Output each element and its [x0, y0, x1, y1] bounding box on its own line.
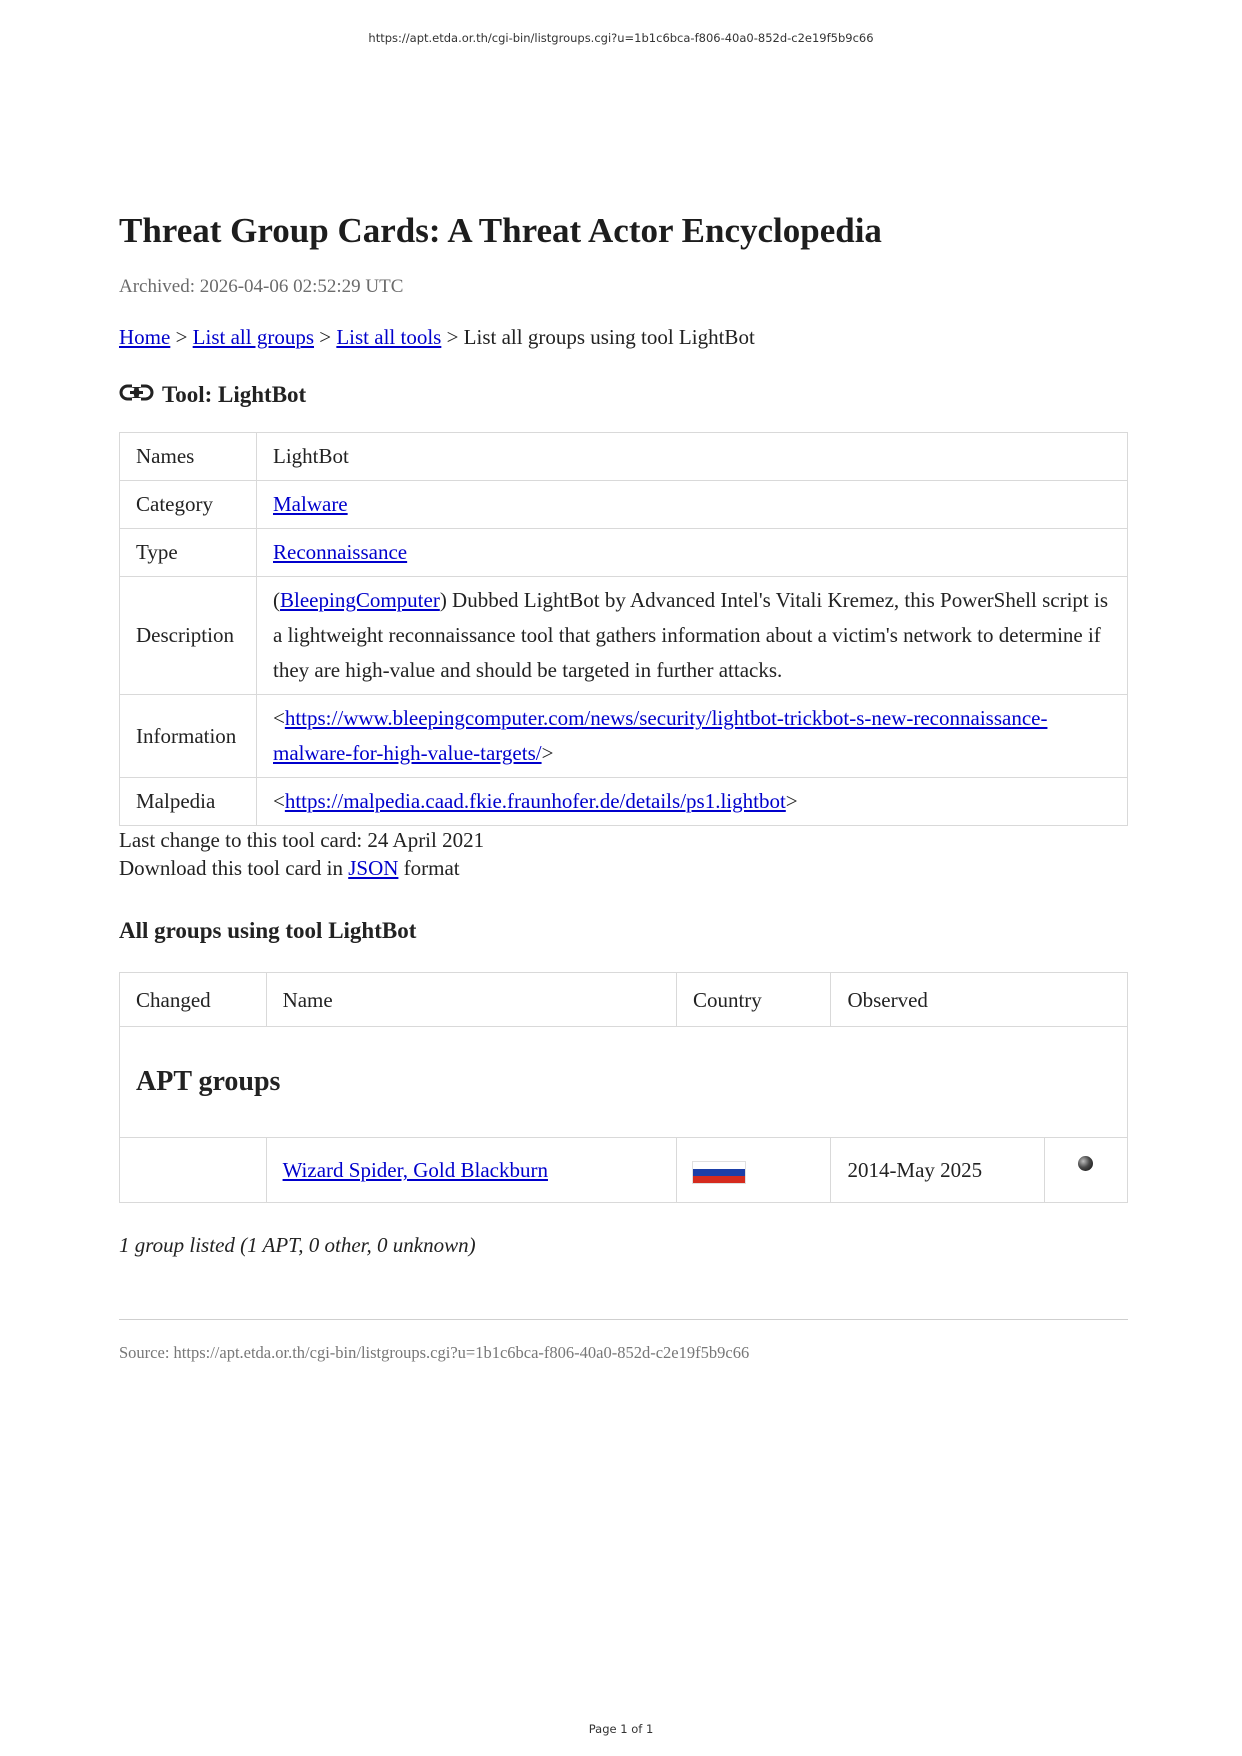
table-row: [120, 695, 1128, 778]
download-before: Download this tool card in: [119, 856, 349, 880]
section-heading-apt: APT groups: [120, 1027, 1128, 1138]
description-source-link[interactable]: BleepingComputer: [280, 588, 440, 612]
table-row: [120, 433, 1128, 481]
header-changed: Changed: [120, 973, 267, 1027]
angle-bracket: <: [273, 789, 285, 813]
page-title: Threat Group Cards: A Threat Actor Encyclopedia: [119, 211, 882, 250]
table-row: [120, 577, 1128, 695]
breadcrumb-separator: >: [314, 325, 337, 349]
groups-heading: All groups using tool LightBot: [119, 918, 417, 943]
description-paren: (: [273, 588, 280, 612]
download-text: [119, 854, 1127, 882]
description-text: ) Dubbed LightBot by Advanced Intel's Vitali Kremez, this PowerShell script is a lightweight reconnaissance tool that gathers information about a victim's network to determine if they are high-value and should be targeted in further attacks.: [273, 588, 1109, 682]
last-change-text: Last change to this tool card: 24 April 2021: [119, 828, 485, 852]
groups-table: [119, 972, 1128, 1203]
information-label: Information: [120, 695, 257, 778]
information-link[interactable]: https://www.bleepingcomputer.com/news/security/lightbot-trickbot-s-new-reconnaissance-malware-for-high-value-targets/: [273, 706, 1048, 765]
breadcrumb: [119, 323, 1127, 351]
print-header-url: https://apt.etda.or.th/cgi-bin/listgroups.cgi?u=1b1c6bca-f806-40a0-852d-c2e19f5b9c66: [368, 31, 874, 45]
tool-heading: [119, 379, 1127, 411]
tool-heading-text: Tool: LightBot: [162, 382, 307, 407]
section-row: [120, 1027, 1128, 1138]
divider: [119, 1319, 1128, 1320]
angle-bracket: >: [785, 789, 798, 813]
row-country-cell: [676, 1138, 830, 1203]
flag-russia-icon: [693, 1162, 745, 1183]
download-after: format: [398, 856, 460, 880]
row-status-cell: [1044, 1138, 1127, 1203]
archived-timestamp: Archived: 2026-04-06 02:52:29 UTC: [119, 276, 404, 297]
breadcrumb-groups-link[interactable]: List all groups: [192, 325, 314, 349]
category-cell: [257, 481, 1128, 529]
table-row: [120, 778, 1128, 826]
flag-stripe-white: [693, 1162, 745, 1169]
malpedia-link[interactable]: https://malpedia.caad.fkie.fraunhofer.de/details/ps1.lightbot: [284, 789, 786, 813]
angle-bracket: >: [541, 741, 554, 765]
flag-stripe-blue: [693, 1169, 745, 1176]
groups-summary: 1 group listed (1 APT, 0 other, 0 unknown): [119, 1233, 476, 1257]
source-url-text: Source: https://apt.etda.or.th/cgi-bin/listgroups.cgi?u=1b1c6bca-f806-40a0-852d-c2e19f5b9c66: [119, 1343, 750, 1362]
table-row: [120, 481, 1128, 529]
json-download-link[interactable]: JSON: [348, 856, 399, 880]
description-cell: [257, 577, 1128, 695]
names-label: Names: [120, 433, 257, 481]
tool-info-table: [119, 432, 1128, 826]
breadcrumb-home-link[interactable]: Home: [119, 325, 171, 349]
names-value: LightBot: [257, 433, 1128, 481]
table-header-row: [120, 973, 1128, 1027]
malpedia-cell: [257, 778, 1128, 826]
row-changed: [120, 1138, 267, 1203]
type-cell: [257, 529, 1128, 577]
table-row: [120, 529, 1128, 577]
malpedia-label: Malpedia: [120, 778, 257, 826]
black-dot-icon: [1078, 1156, 1093, 1171]
type-link[interactable]: Reconnaissance: [273, 540, 408, 564]
header-name: Name: [266, 973, 676, 1027]
category-label: Category: [120, 481, 257, 529]
description-label: Description: [120, 577, 257, 695]
flag-stripe-red: [693, 1176, 745, 1183]
header-country: Country: [676, 973, 830, 1027]
information-cell: [257, 695, 1128, 778]
page-content: [119, 210, 1127, 1364]
type-label: Type: [120, 529, 257, 577]
header-observed: Observed: [831, 973, 1128, 1027]
link-icon: [119, 383, 154, 403]
category-link[interactable]: Malware: [273, 492, 348, 516]
angle-bracket: <: [273, 706, 285, 730]
group-link[interactable]: Wizard Spider, Gold Blackburn: [282, 1158, 548, 1182]
table-row: [120, 1138, 1128, 1203]
breadcrumb-current: > List all groups using tool LightBot: [441, 325, 755, 349]
row-name-cell: [266, 1138, 676, 1203]
breadcrumb-tools-link[interactable]: List all tools: [336, 325, 442, 349]
row-observed: 2014-May 2025: [831, 1138, 1044, 1203]
breadcrumb-separator: >: [170, 325, 193, 349]
print-footer-page: Page 1 of 1: [588, 1722, 654, 1736]
